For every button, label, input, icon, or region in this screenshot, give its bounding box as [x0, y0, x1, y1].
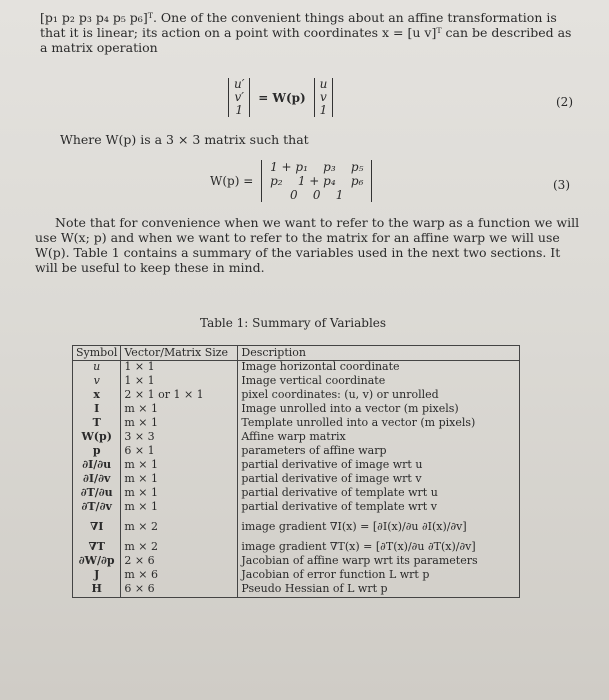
table-row	[73, 487, 520, 501]
rhs-u: u	[319, 77, 328, 91]
cell-description: image gradient ∇I(x) = [∂I(x)/∂u ∂I(x)/∂v]	[238, 515, 520, 535]
cell-size: 2 × 1 or 1 × 1	[121, 389, 238, 403]
header-description: Description	[238, 346, 520, 361]
table-row	[73, 583, 520, 598]
table-row	[73, 431, 520, 445]
equation-2	[228, 78, 333, 117]
cell-symbol: ∂W/∂p	[73, 555, 121, 569]
matrix-row-3: 0 0 1	[290, 188, 344, 202]
cell-description: Image vertical coordinate	[238, 375, 520, 389]
table-row	[73, 361, 520, 376]
table-row	[73, 389, 520, 403]
matrix-row-1: 1 + p₁ p₃ p₅	[270, 160, 364, 174]
table-row	[73, 417, 520, 431]
cell-size: 6 × 6	[121, 583, 238, 598]
cell-size: 1 × 1	[121, 375, 238, 389]
cell-description: Affine warp matrix	[238, 431, 520, 445]
cell-symbol: v	[73, 375, 121, 389]
cell-description: parameters of affine warp	[238, 445, 520, 459]
cell-description: Pseudo Hessian of L wrt p	[238, 583, 520, 598]
matrix-row-2: p₂ 1 + p₄ p₆	[270, 174, 364, 188]
cell-description: Template unrolled into a vector (m pixels)	[238, 417, 520, 431]
cell-symbol: p	[73, 445, 121, 459]
lhs-one: 1	[235, 103, 244, 117]
cell-description: image gradient ∇T(x) = [∂T(x)/∂u ∂T(x)/∂v]	[238, 535, 520, 555]
table-row	[73, 459, 520, 473]
table-row	[73, 515, 520, 535]
eq3-lhs: W(p) =	[210, 174, 254, 188]
equation-2-number: (2)	[556, 95, 573, 109]
cell-size: m × 1	[121, 459, 238, 473]
w-matrix	[261, 160, 372, 202]
cell-symbol: x	[73, 389, 121, 403]
cell-size: m × 1	[121, 417, 238, 431]
cell-description: Jacobian of error function L wrt p	[238, 569, 520, 583]
cell-size: m × 1	[121, 487, 238, 501]
cell-symbol: ∂I/∂u	[73, 459, 121, 473]
cell-description: partial derivative of image wrt v	[238, 473, 520, 487]
header-symbol: Symbol	[73, 346, 121, 361]
table-row	[73, 569, 520, 583]
cell-symbol: I	[73, 403, 121, 417]
table-caption: Table 1: Summary of Variables	[200, 316, 387, 330]
rhs-one: 1	[319, 103, 328, 117]
cell-description: partial derivative of template wrt v	[238, 501, 520, 515]
lhs-v: v′	[234, 90, 244, 104]
intro-paragraph: [p₁ p₂ p₃ p₄ p₅ p₆]ᵀ. One of the convenient things about an affine transformation is that it is linear; its action on a point with coordinates x = [u v]ᵀ can be described as a matrix operation	[40, 10, 572, 55]
cell-size: 6 × 1	[121, 445, 238, 459]
cell-symbol: ∇I	[73, 515, 121, 535]
cell-symbol: ∂I/∂v	[73, 473, 121, 487]
cell-size: 3 × 3	[121, 431, 238, 445]
note-paragraph: Note that for convenience when we want to refer to the warp as a function we will use W(x; p) and when we want to refer to the matrix for an affine warp we will use W(p). Table 1 contains a summary of the variables used in the next two sections. It will be useful to keep these in mind.	[35, 215, 580, 275]
cell-symbol: ∂T/∂v	[73, 501, 121, 515]
cell-symbol: ∇T	[73, 535, 121, 555]
cell-size: m × 1	[121, 403, 238, 417]
cell-symbol: ∂T/∂u	[73, 487, 121, 501]
table-row	[73, 501, 520, 515]
cell-size: m × 2	[121, 535, 238, 555]
cell-description: Image horizontal coordinate	[238, 361, 520, 376]
cell-symbol: H	[73, 583, 121, 598]
cell-symbol: W(p)	[73, 431, 121, 445]
cell-description: partial derivative of image wrt u	[238, 459, 520, 473]
cell-symbol: T	[73, 417, 121, 431]
cell-symbol: J	[73, 569, 121, 583]
rhs-v: v	[320, 90, 327, 104]
cell-size: m × 1	[121, 473, 238, 487]
header-size: Vector/Matrix Size	[121, 346, 238, 361]
equation-3-number: (3)	[553, 178, 570, 192]
table-row	[73, 535, 520, 555]
cell-size: 2 × 6	[121, 555, 238, 569]
cell-size: m × 2	[121, 515, 238, 535]
lhs-u: u′	[234, 77, 245, 91]
cell-size: m × 1	[121, 501, 238, 515]
cell-description: Jacobian of affine warp wrt its parameters	[238, 555, 520, 569]
table-row	[73, 403, 520, 417]
cell-size: m × 6	[121, 569, 238, 583]
cell-size: 1 × 1	[121, 361, 238, 376]
cell-description: partial derivative of template wrt u	[238, 487, 520, 501]
table-row	[73, 375, 520, 389]
table-header-row	[73, 346, 520, 361]
equation-3	[210, 160, 372, 202]
table-row	[73, 473, 520, 487]
where-text: Where W(p) is a 3 × 3 matrix such that	[60, 132, 309, 147]
rhs-vector	[314, 78, 334, 117]
cell-symbol: u	[73, 361, 121, 376]
variables-table	[72, 345, 520, 598]
table-row	[73, 555, 520, 569]
lhs-vector	[228, 78, 250, 117]
eq2-operator: = W(p)	[258, 90, 306, 105]
cell-description: pixel coordinates: (u, v) or unrolled	[238, 389, 520, 403]
cell-description: Image unrolled into a vector (m pixels)	[238, 403, 520, 417]
table-row	[73, 445, 520, 459]
